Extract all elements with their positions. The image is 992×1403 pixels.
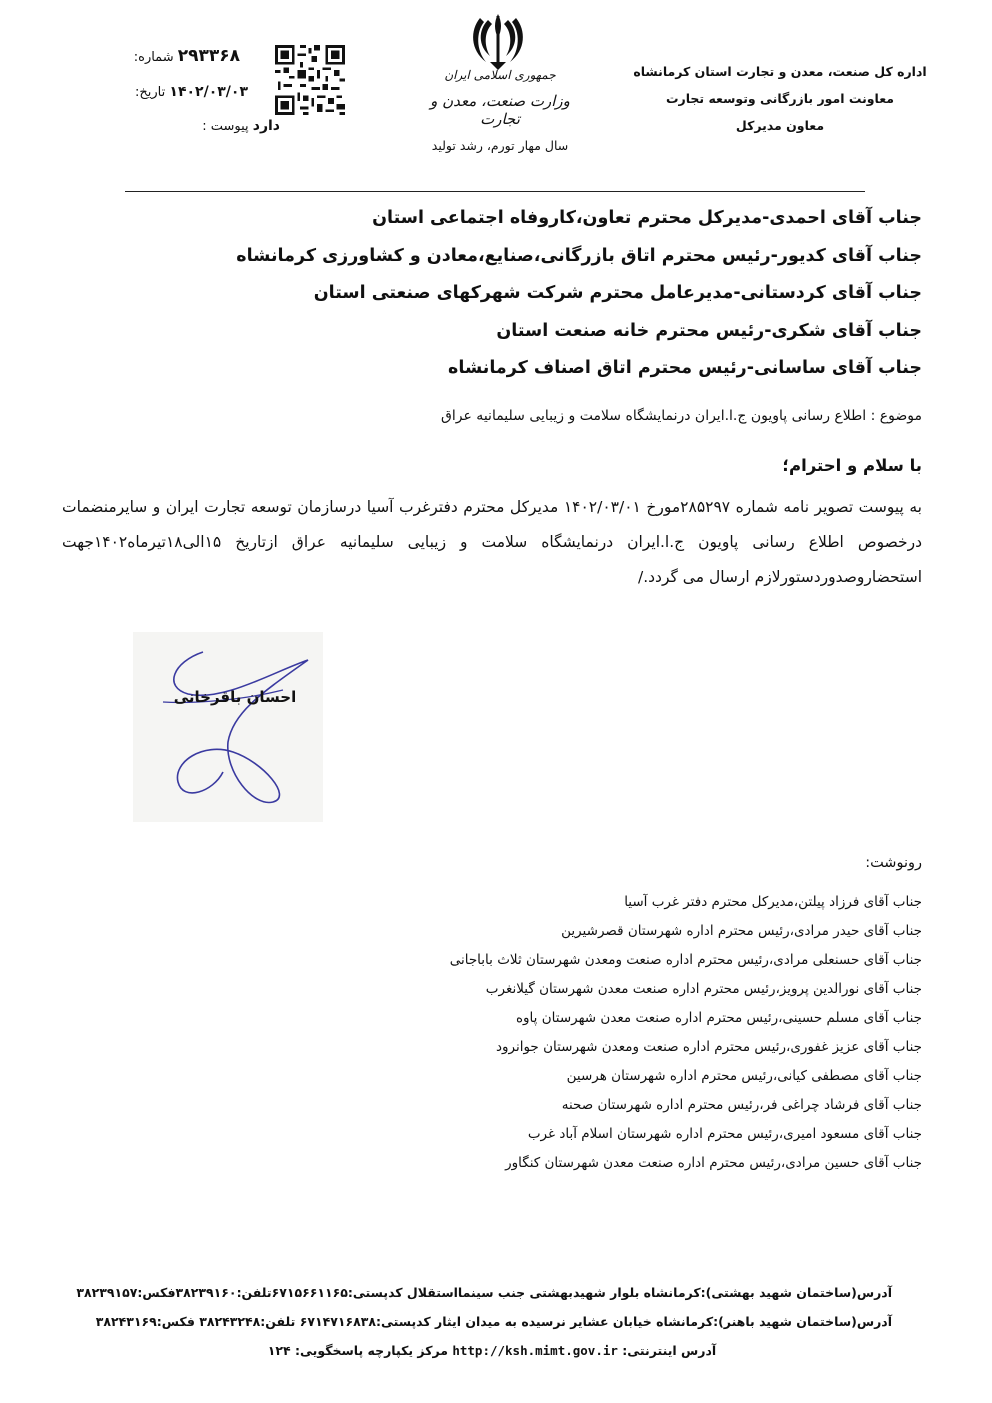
footer-web-label: آدرس اینترنتی: (622, 1343, 717, 1358)
signature-scribble-icon (133, 632, 323, 822)
header-divider (125, 191, 865, 192)
footer-web-line (92, 1336, 892, 1365)
letter-attachment-label: پیوست : (202, 119, 249, 134)
letter-number-label: شماره: (133, 50, 174, 65)
cc-item: جناب آقای عزیز غفوری،رئیس محترم اداره صنعت ومعدن شهرستان جوانرود (495, 1039, 922, 1055)
footer-website-link[interactable]: http://ksh.mimt.gov.ir (452, 1343, 618, 1358)
footer-address-2: آدرس(ساختمان شهید باهنر):کرمانشاه خیابان عشایر نرسیده به میدان ایثار کدپستی:۶۷۱۴۷۱۶۸۳۸ تلفن:۳۸۲۴۳۲۴۸ فکس:۳۸۲۴۳۱۶۹ (95, 1314, 892, 1329)
cc-item: جناب آقای حسنعلی مرادی،رئیس محترم اداره صنعت ومعدن شهرستان ثلاث باباجانی (449, 952, 922, 968)
letter-attachment-value: دارد (252, 118, 280, 134)
cc-item: جناب آقای مسعود امیری،رئیس محترم اداره شهرستان اسلام آباد غرب (527, 1126, 922, 1142)
ministry-name: وزارت صنعت، معدن و تجارت (430, 92, 570, 128)
cc-item: جناب آقای مصطفی کیانی،رئیس محترم اداره شهرستان هرسین (566, 1068, 922, 1084)
footer-call-center: مرکز یکپارچه پاسخگویی: ۱۲۴ (267, 1343, 448, 1358)
letter-number-value: ۲۹۳۳۶۸ (177, 46, 240, 66)
org-line-1: اداره کل صنعت، معدن و تجارت استان کرمانشاه (633, 64, 927, 79)
footer-addresses (76, 1278, 892, 1365)
cc-list (62, 888, 922, 1178)
qr-code-icon (275, 45, 345, 115)
letter-subject: موضوع : اطلاع رسانی پاویون ج.ا.ایران درنمایشگاه سلامت و زیبایی سلیمانیه عراق (441, 408, 922, 424)
cc-title: رونوشت: (865, 855, 922, 871)
cc-item: جناب آقای نورالدین پرویز،رئیس محترم اداره صنعت معدن شهرستان گیلانغرب (485, 981, 922, 997)
org-line-3: معاون مدیرکل (735, 118, 825, 133)
signatory-name: احسان باقرخانی (173, 688, 297, 706)
letter-date (78, 84, 248, 100)
letter-date-label: تاریخ: (135, 85, 166, 100)
recipient-line: جناب آقای ساسانی-رئیس محترم اتاق اصناف کرمانشاه (448, 358, 922, 378)
recipient-line: جناب آقای کردستانی-مدیرعامل محترم شرکت شهرکهای صنعتی استان (313, 283, 922, 303)
organization-header (630, 58, 930, 139)
footer-address-1: آدرس(ساختمان شهید بهشتی):کرمانشاه بلوار شهیدبهشتی جنب سینمااستقلال کدپستی:۶۷۱۵۶۶۱۱۶۵تلفن:۳۸۲۳۹۱۶۰فکس:۳۸۲۳۹۱۵۷ (76, 1285, 892, 1300)
cc-item: جناب آقای فرشاد چراغی فر،رئیس محترم اداره شهرستان صحنه (561, 1097, 922, 1113)
letter-number (70, 46, 240, 66)
letter-date-value: ۱۴۰۲/۰۳/۰۳ (169, 84, 248, 100)
recipient-line: جناب آقای کدیور-رئیس محترم اتاق بازرگانی،صنایع،معادن و کشاورزی کرمانشاه (236, 245, 922, 266)
year-slogan: سال مهار تورم، رشد تولید (431, 138, 569, 153)
letter-attachment (110, 118, 280, 134)
cc-item: جناب آقای مسلم حسینی،رئیس محترم اداره صنعت معدن شهرستان پاوه (515, 1010, 922, 1026)
org-line-2: معاونت امور بازرگانی وتوسعه تجارت (665, 91, 895, 106)
cc-item: جناب آقای حیدر مرادی،رئیس محترم اداره شهرستان قصرشیرین (561, 923, 922, 939)
cc-item: جناب آقای حسین مرادی،رئیس محترم اداره صنعت معدن شهرستان کنگاور (505, 1155, 922, 1171)
recipient-line: جناب آقای احمدی-مدیرکل محترم تعاون،کاروفاه اجتماعی استان (372, 208, 922, 228)
iran-emblem-icon (470, 10, 526, 72)
cc-item: جناب آقای فرزاد پیلتن،مدیرکل محترم دفتر غرب آسیا (624, 894, 922, 910)
letter-body: به پیوست تصویر نامه شماره ۲۸۵۲۹۷مورخ ۱۴۰۲/۰۳/۰۱ مدیرکل محترم دفترغرب آسیا درسازمان توسعه تجارت ایران و سایرمنضمات درخصوص اطلاع رسانی پاویون ج.ا.ایران درنمایشگاه سلامت و زیبایی سلیمانیه عراق ازتاریخ ۱۵الی۱۸تیرماه۱۴۰۲جهت استحضاروصدوردستورلازم ارسال می گردد./ (62, 498, 922, 586)
republic-name: جمهوری اسلامی ایران (444, 68, 556, 82)
recipients-list (62, 200, 922, 388)
letter-greeting: با سلام و احترام؛ (782, 456, 922, 475)
recipient-line: جناب آقای شکری-رئیس محترم خانه صنعت استان (496, 320, 922, 341)
